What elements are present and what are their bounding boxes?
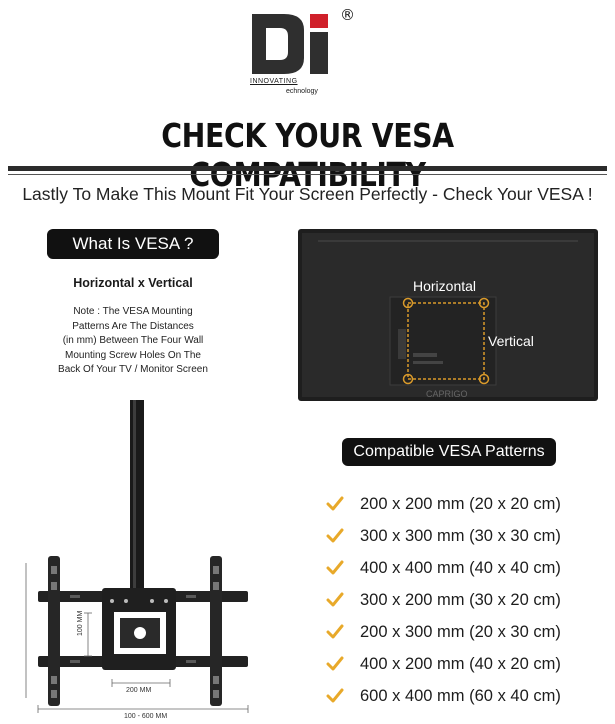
checkmark-icon [326, 655, 344, 673]
tv-back-illustration [298, 229, 598, 401]
checkmark-icon [326, 495, 344, 513]
vertical-label: Vertical [488, 333, 534, 349]
vesa-pattern-list [326, 488, 606, 712]
note-line: Back Of Your TV / Monitor Screen [58, 364, 208, 375]
pattern-text: 300 x 300 mm (30 x 30 cm) [360, 526, 561, 545]
list-item [326, 584, 606, 616]
tv-back-diagram [298, 229, 598, 401]
horizontal-vertical-heading: Horizontal x Vertical [73, 276, 193, 290]
tv-brand-text: CAPRIGO [426, 389, 468, 399]
note-line: Patterns Are The Distances [72, 320, 194, 332]
brand-logo [248, 8, 360, 100]
note-line: Note : The VESA Mounting [73, 306, 193, 317]
pattern-text: 300 x 200 mm (30 x 20 cm) [360, 590, 561, 609]
ceiling-mount-illustration [0, 398, 270, 724]
width-range-label: 100 - 600 MM [124, 713, 168, 720]
horizontal-label: Horizontal [413, 278, 477, 294]
note-line: (in mm) Between The Four Wall [62, 335, 204, 346]
list-item [326, 648, 606, 680]
inner-height-label: 100 MM [77, 610, 84, 636]
page-title: CHECK YOUR VESA [161, 116, 454, 155]
title-divider [8, 166, 607, 171]
logo-tagline-bottom: echnology [286, 88, 318, 95]
page-subtitle: Lastly To Make This Mount Fit Your Screen Perfectly - Check Your VESA ! [22, 184, 593, 204]
compatible-patterns-badge: Compatible VESA Patterns [342, 438, 556, 466]
inner-width-label: 200 MM [126, 687, 152, 694]
list-item [326, 520, 606, 552]
pattern-text: 400 x 200 mm (40 x 20 cm) [360, 654, 561, 673]
title-divider-thin [8, 174, 607, 175]
checkmark-icon [326, 687, 344, 705]
logo-tagline-top: INNOVATING [250, 78, 298, 85]
pattern-text: 200 x 200 mm (20 x 20 cm) [360, 494, 561, 513]
note-line: Mounting Screw Holes On The [65, 349, 201, 361]
what-is-vesa-badge: What Is VESA ? [47, 229, 219, 259]
pattern-text: 600 x 400 mm (60 x 40 cm) [360, 686, 561, 705]
di-logo-mark [248, 8, 348, 78]
checkmark-icon [326, 591, 344, 609]
list-item [326, 552, 606, 584]
vesa-note [40, 305, 226, 378]
pattern-text: 200 x 300 mm (20 x 30 cm) [360, 622, 561, 641]
pattern-text: 400 x 400 mm (40 x 40 cm) [360, 558, 561, 577]
checkmark-icon [326, 623, 344, 641]
height-range-label [0, 573, 1, 616]
list-item [326, 488, 606, 520]
registered-mark: ® [340, 6, 355, 24]
checkmark-icon [326, 559, 344, 577]
checkmark-icon [326, 527, 344, 545]
list-item [326, 680, 606, 712]
list-item [326, 616, 606, 648]
